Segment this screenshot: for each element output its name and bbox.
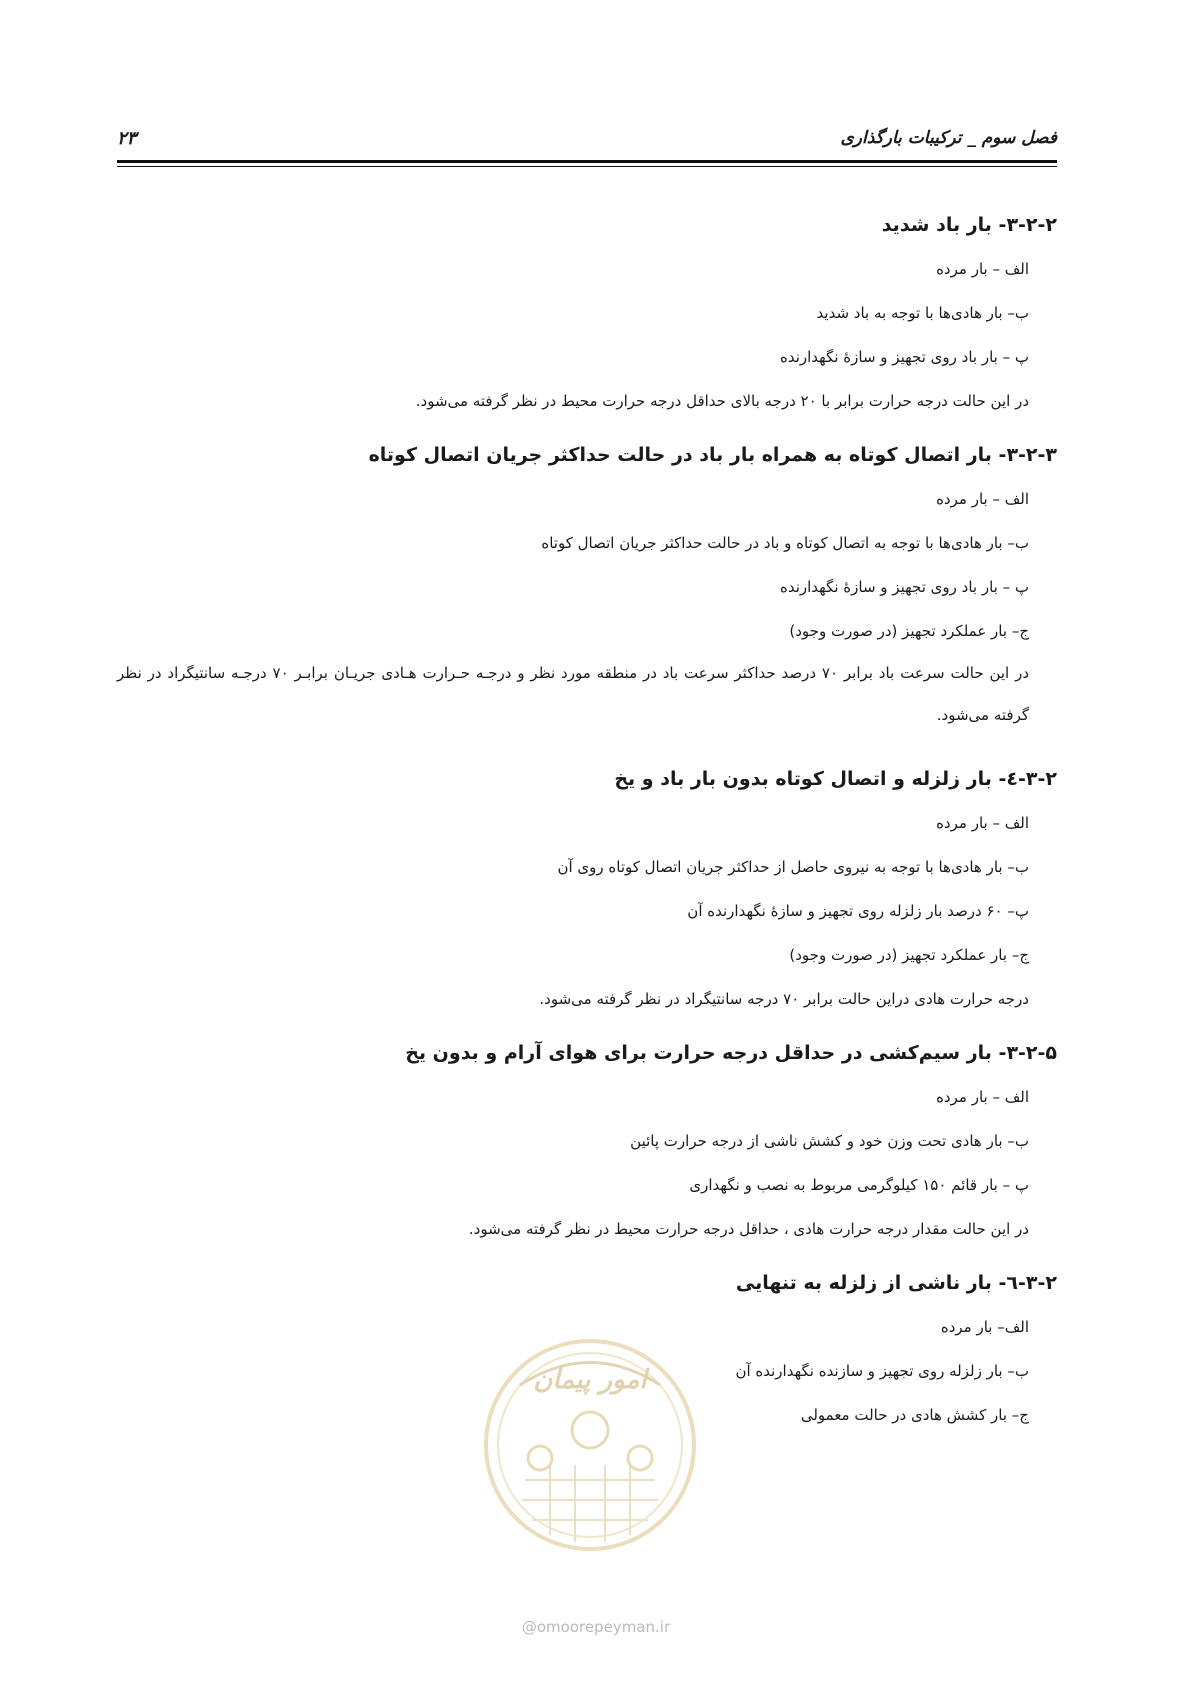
list-item: پ – بار باد روی تجهیز و سازهٔ نگهدارنده [779, 348, 1029, 366]
section-heading [117, 764, 1057, 794]
section-heading [117, 1038, 1057, 1068]
section-3-2-2 [117, 210, 1057, 412]
list-item: ب– بار هادی‌ها با توجه به باد شدید [816, 304, 1029, 322]
section-title: - بار ناشی از زلزله به تنهایی [735, 1272, 1007, 1294]
section-title: - بار سیم‌کشی در حداقل درجه حرارت برای هوای آرام و بدون یخ [405, 1042, 1007, 1064]
section-title: - بار زلزله و اتصال کوتاه بدون بار باد و یخ [614, 768, 1007, 790]
list-item: الف – بار مرده [936, 814, 1029, 832]
list-item: ب– بار هادی‌ها با توجه به اتصال کوتاه و باد در حالت حداکثر جریان اتصال کوتاه [541, 534, 1029, 552]
section-number: ۳-۲-٦ [1006, 1272, 1057, 1294]
section-heading [117, 210, 1057, 240]
list-item: ب– بار زلزله روی تجهیز و سازنده نگهدارنده آن [735, 1362, 1029, 1380]
list-item: ج– بار عملکرد تجهیز (در صورت وجود) [789, 622, 1029, 640]
section-number: ۳-۲-۵ [1006, 1042, 1057, 1064]
section-number: ۳-۲-۳ [1006, 444, 1057, 466]
section-heading [117, 440, 1057, 470]
chapter-title: فصل سوم _ ترکیبات بارگذاری [840, 128, 1057, 148]
watermark-logo-text: امور پیمان [533, 1365, 647, 1395]
header-rule-thin [117, 166, 1057, 167]
section-3-2-5 [117, 1038, 1057, 1240]
list-item: الف – بار مرده [936, 1088, 1029, 1106]
watermark-url: @omoorepeyman.ir [521, 1618, 671, 1636]
list-item: ب– بار هادی‌ها با توجه به نیروی حاصل از حداکثر جریان اتصال کوتاه روی آن [557, 858, 1029, 876]
section-3-2-3 [117, 440, 1057, 736]
section-title: - بار اتصال کوتاه به همراه بار باد در حالت حداکثر جریان اتصال کوتاه [368, 444, 1007, 466]
page-header [117, 128, 1057, 164]
section-note: در این حالت مقدار درجه حرارت هادی ، حداقل درجه حرارت محیط در نظر گرفته می‌شود. [468, 1220, 1029, 1238]
list-item: ج– بار عملکرد تجهیز (در صورت وجود) [789, 946, 1029, 964]
section-note: در این حالت درجه حرارت برابر با ۲۰ درجه بالای حداقل درجه حرارت محیط در نظر گرفته می‌شود. [415, 392, 1029, 410]
list-item: الف – بار مرده [936, 260, 1029, 278]
list-item: الف – بار مرده [936, 490, 1029, 508]
list-item: الف– بار مرده [940, 1318, 1029, 1336]
list-item: ب– بار هادی تحت وزن خود و کشش ناشی از درجه حرارت پائین [630, 1132, 1029, 1150]
list-item: پ – بار قائم ۱۵۰ کیلوگرمی مربوط به نصب و نگهداری [689, 1176, 1029, 1194]
list-item: پ – بار باد روی تجهیز و سازهٔ نگهدارنده [779, 578, 1029, 596]
list-item: پ– ۶۰ درصد بار زلزله روی تجهیز و سازهٔ نگهدارنده آن [687, 902, 1029, 920]
section-3-2-6 [117, 1268, 1057, 1426]
section-3-2-4 [117, 764, 1057, 1010]
list-item: ج– بار کشش هادی در حالت معمولی [800, 1406, 1029, 1424]
document-body [117, 210, 1057, 1454]
header-rule [117, 160, 1057, 163]
section-heading [117, 1268, 1057, 1298]
section-note: درجه حرارت هادی دراین حالت برابر ۷۰ درجه سانتیگراد در نظر گرفته می‌شود. [539, 990, 1029, 1008]
page-number: ۲۳ [117, 128, 137, 149]
section-number: ۳-۲-۲ [1006, 214, 1057, 236]
section-number: ۳-۲-٤ [1006, 768, 1057, 790]
section-note: در این حالت سرعت باد برابر ۷۰ درصد حداکثر سرعت باد در منطقه مورد نظر و درجـه حـرارت هـادی جریـان برابـر ۷۰ درجـه سانتیگراد در نظر گرفته می‌شود. [117, 664, 1030, 724]
section-title: - بار باد شدید [881, 214, 1007, 236]
